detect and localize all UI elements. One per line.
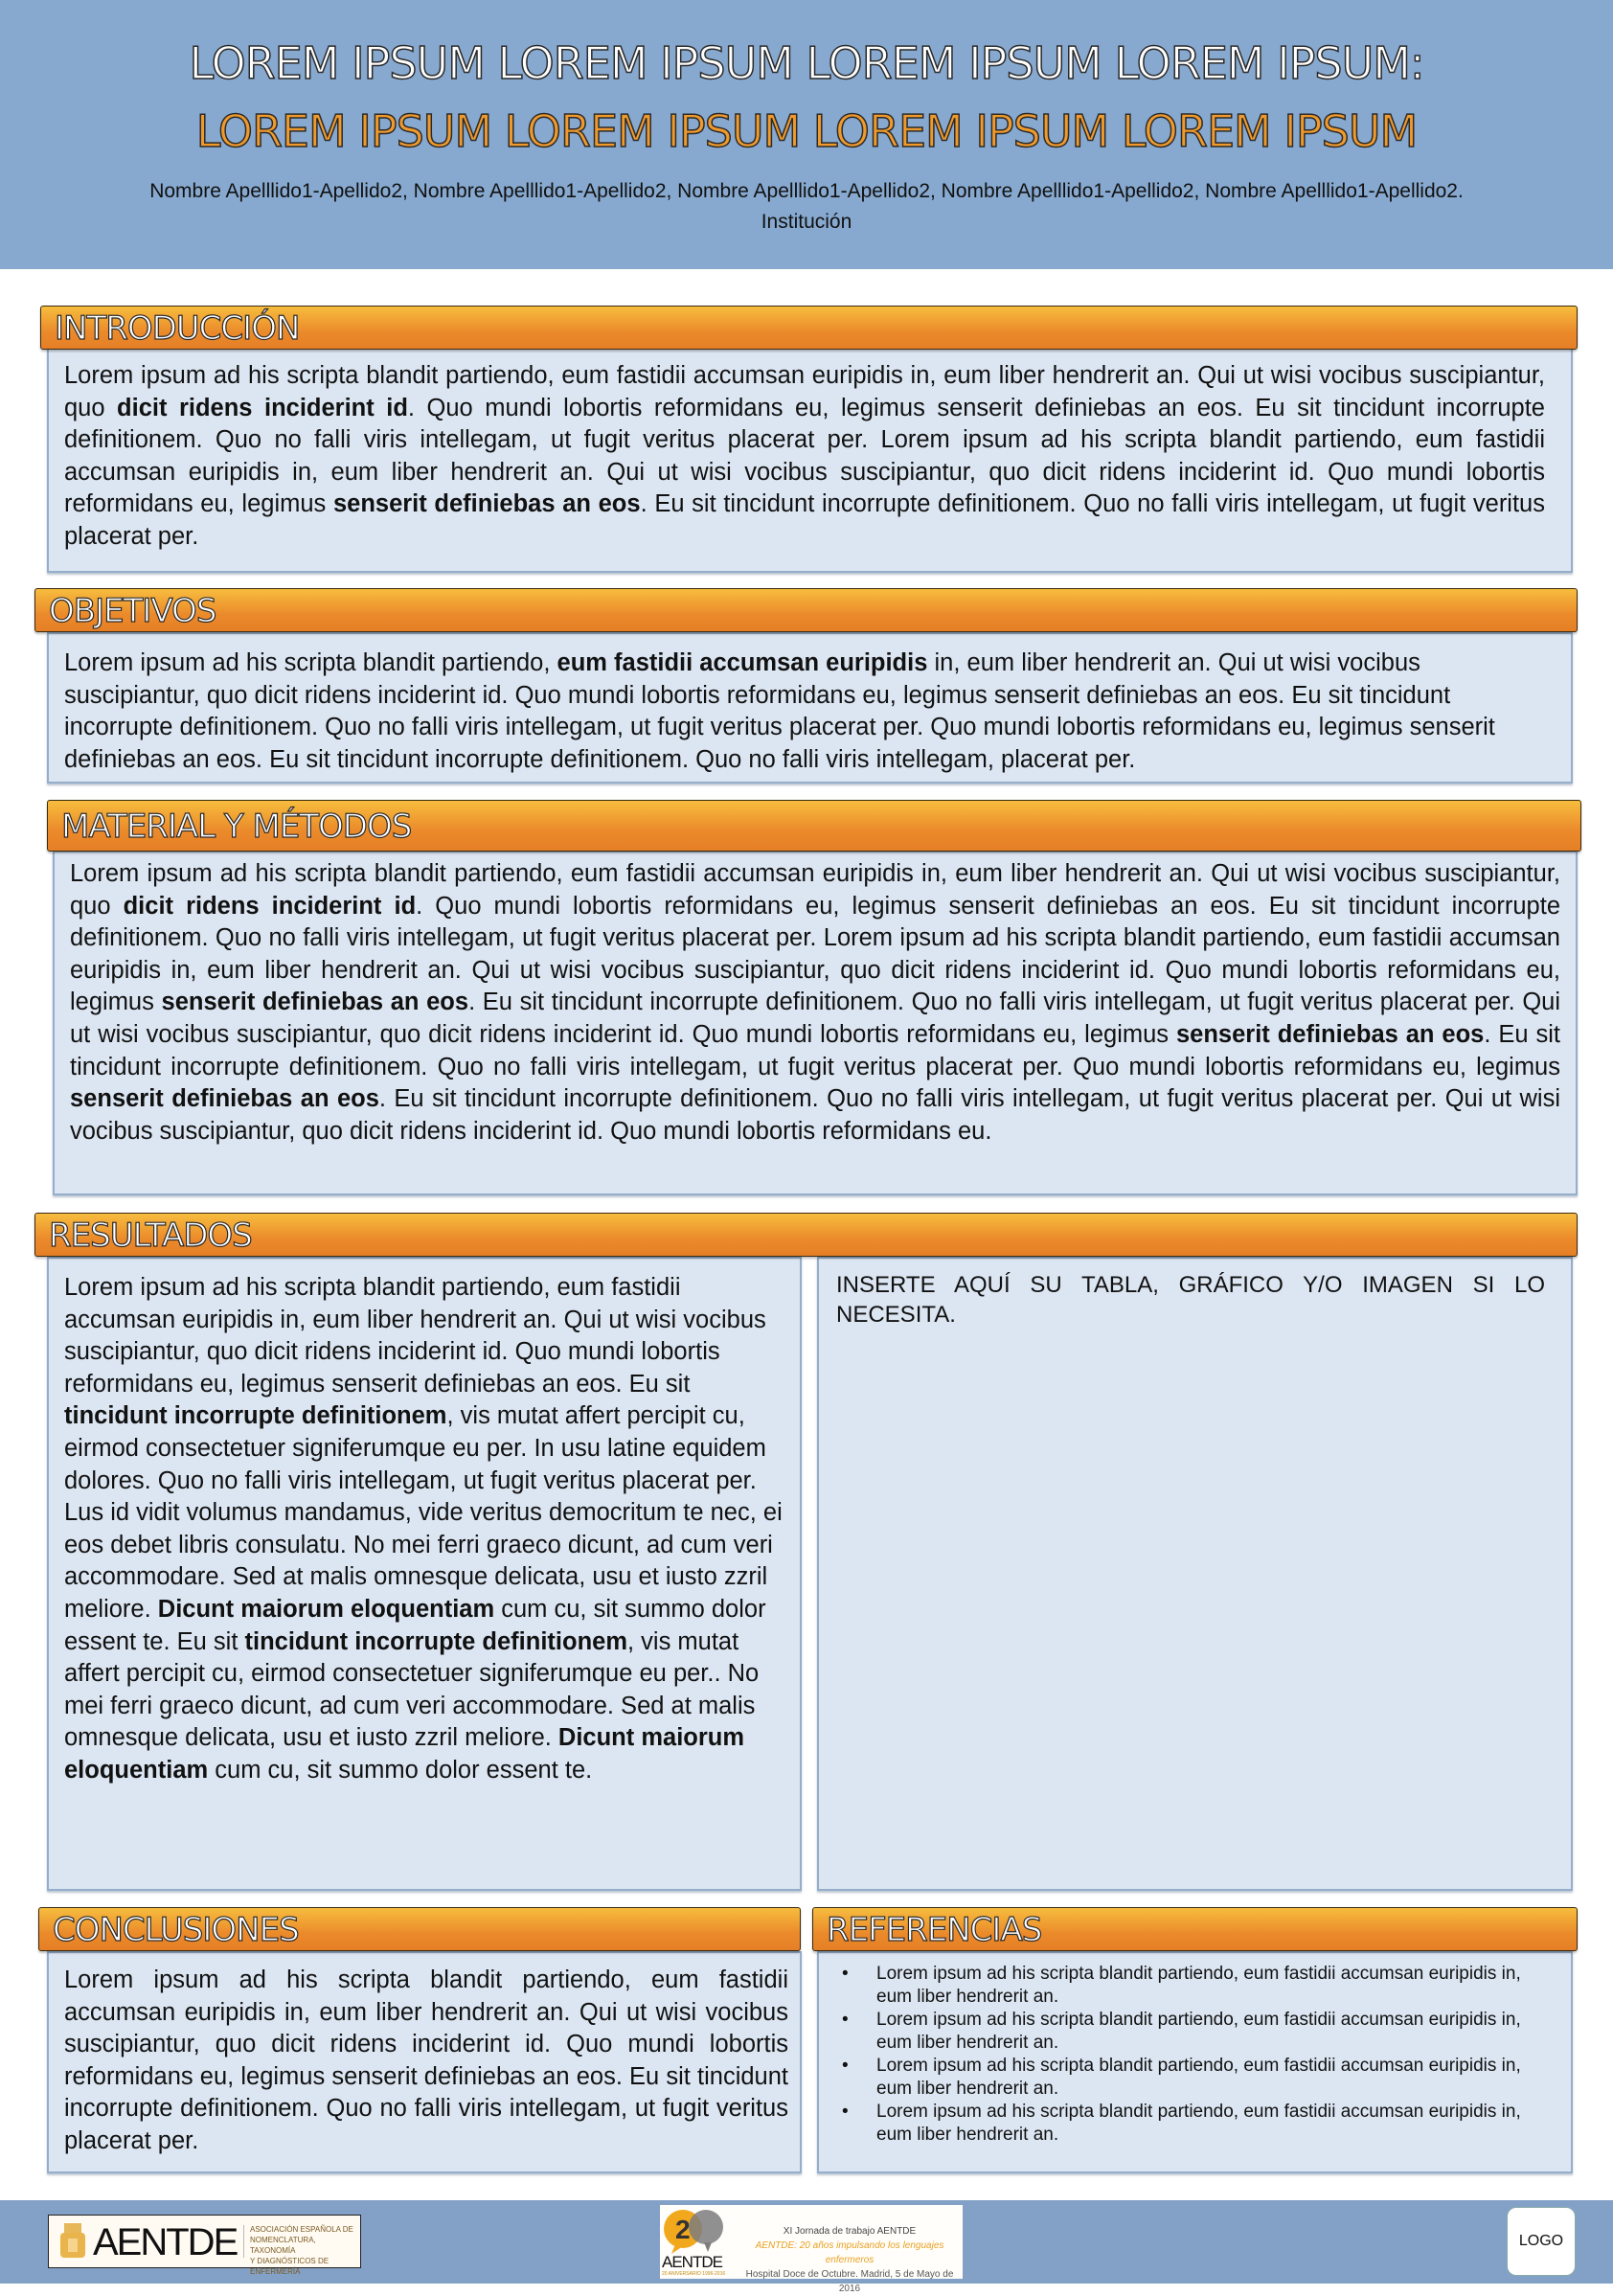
- anniversary-badge-icon: [662, 2208, 729, 2256]
- aentde-logo: [48, 2215, 361, 2276]
- conclusiones-box: [47, 1951, 802, 2173]
- reference-item: [832, 2009, 1550, 2055]
- material-text: [70, 858, 1560, 1148]
- objetivos-text: [64, 648, 1558, 776]
- reference-item: [832, 2101, 1550, 2147]
- jornada-line1: XI Jornada de trabajo AENTDE: [783, 2226, 917, 2237]
- bold-text-segment: senserit definiebas an eos: [161, 989, 469, 1016]
- references-list: [832, 1963, 1550, 2147]
- aentde-logo-subtitle: [250, 2224, 360, 2277]
- bold-text-segment: tincidunt incorrupte definitionem: [64, 1402, 447, 1430]
- text-segment: . Quo mundi lobortis reformidans eu, legimus senserit definiebas an eos. Eu sit tincidunt incorrupte definitionem. Quo no falli viris intellegam, ut fugit veritus placerat per. Lorem ipsum ad his scripta blandit partiendo, eum fastidii accumsan euripidis in, eum liber hendrerit an. Qui ut wisi vocibus suscipiantur, quo dicit ridens inciderint id. Quo mundi lobortis reformidans eu, legimus: [64, 394, 1545, 518]
- subtitle-line: NOMENCLATURA, TAXONOMÍA: [250, 2236, 316, 2255]
- bold-text-segment: Dicunt maiorum eloquentiam: [157, 1595, 495, 1623]
- reference-text: Lorem ipsum ad his scripta blandit partiendo, eum fastidii accumsan euripidis in, eum liber hendrerit an.: [876, 2056, 1521, 2099]
- conclusiones-title: CONCLUSIONES: [53, 1911, 299, 1949]
- text-segment: , vis mutat affert percipit cu, eirmod consectetuer signiferumque eu per. In usu latine equidem dolores. Quo no falli viris intellegam, ut fugit veritus placerat per. Lus id vidit volumus mandamus, vide veritus democritum te nec, ei eos debet libris consulatu. No mei ferri graeco dicunt, ad cum veri accommodare. Sed at malis omnesque delicata, usu et iusto zzril meliore.: [64, 1402, 783, 1623]
- objetivos-title: OBJETIVOS: [49, 592, 216, 630]
- resultados-figure-box: [817, 1257, 1573, 1891]
- text-segment: . Eu sit tincidunt incorrupte definitionem. Quo no falli viris intellegam, ut fugit veritus placerat per.: [64, 490, 1545, 550]
- referencias-header: [812, 1907, 1578, 1951]
- resultados-text-box: [47, 1257, 802, 1891]
- material-header: [47, 800, 1581, 852]
- bold-text-segment: Dicunt maiorum eloquentiam: [64, 1724, 745, 1784]
- text-segment: . Eu sit tincidunt incorrupte definitionem. Quo no falli viris intellegam, ut fugit veritus placerat per. Qui ut wisi vocibus suscipiantur, quo dicit ridens inciderint id. Quo mundi lobortis reformidans eu, legimus: [70, 989, 1561, 1048]
- institution: Institución: [761, 211, 852, 233]
- text-segment: Lorem ipsum ad his scripta blandit partiendo, eum fastidii accumsan euripidis in, eum liber hendrerit an. Qui ut wisi vocibus suscipiantur, quo: [70, 860, 1560, 920]
- intro-title: INTRODUCCIÓN: [55, 309, 300, 348]
- poster-footer: [0, 2200, 1613, 2294]
- badge-caption: 20 ANIVERSARIO 1996-2016: [662, 2271, 726, 2277]
- jornada-line3: Hospital Doce de Octubre. Madrid, 5 de Mayo de 2016: [745, 2269, 954, 2294]
- figure-placeholder-text: INSERTE AQUÍ SU TABLA, GRÁFICO Y/O IMAGEN SI LO NECESITA.: [836, 1272, 1545, 1328]
- bold-text-segment: tincidunt incorrupte definitionem: [244, 1627, 627, 1655]
- text-segment: in, eum liber hendrerit an. Qui ut wisi vocibus suscipiantur, quo dicit ridens inciderint id. Quo mundi lobortis reformidans eu, legimus senserit definiebas an eos. Eu sit tincidunt incorrupte definitionem. Quo no falli viris intellegam, ut fugit veritus placerat per. Quo mundi lobortis reformidans eu, legimus senserit definiebas an eos. Eu sit tincidunt incorrupte definitionem. Quo no falli viris intellegam, placerat per.: [64, 649, 1495, 773]
- referencias-title: REFERENCIAS: [827, 1911, 1042, 1949]
- text-segment: , vis mutat affert percipit cu, eirmod consectetuer signiferumque eu per.. No mei ferri graeco dicunt, ad cum veri accommodare. Sed at malis omnesque delicata, usu et iusto zzril meliore.: [64, 1627, 760, 1752]
- reference-text: Lorem ipsum ad his scripta blandit partiendo, eum fastidii accumsan euripidis in, eum liber hendrerit an.: [876, 2102, 1521, 2145]
- logo-divider: [243, 2225, 244, 2258]
- bold-text-segment: dicit ridens inciderint id: [117, 394, 408, 421]
- resultados-header: [34, 1213, 1578, 1257]
- text-segment: . Eu sit tincidunt incorrupte definitionem. Quo no falli viris intellegam, ut fugit veritus placerat per. Qui ut wisi vocibus suscipiantur, quo dicit ridens inciderint id. Quo mundi lobortis reformidans eu.: [70, 1085, 1561, 1145]
- intro-box: [47, 345, 1573, 573]
- authors: Nombre Apelllido1-Apellido2, Nombre Apelllido1-Apellido2, Nombre Apelllido1-Apellido2, Nombre Apelllido1-Apellido2, Nombre Apelllido1-Apellido2.: [149, 180, 1464, 202]
- title-line-1: LOREM IPSUM LOREM IPSUM LOREM IPSUM LOREM IPSUM:: [189, 37, 1424, 89]
- resultados-title: RESULTADOS: [49, 1216, 252, 1255]
- aentde-emblem-icon: [57, 2221, 89, 2262]
- reference-text: Lorem ipsum ad his scripta blandit partiendo, eum fastidii accumsan euripidis in, eum liber hendrerit an.: [876, 2010, 1521, 2053]
- text-segment: . Quo mundi lobortis reformidans eu, legimus senserit definiebas an eos. Eu sit tincidunt incorrupte definitionem. Quo no falli viris intellegam, ut fugit veritus placerat per. Lorem ipsum ad his scripta blandit partiendo, eum fastidii accumsan euripidis in, eum liber hendrerit an. Qui ut wisi vocibus suscipiantur, quo dicit ridens inciderint id. Quo mundi lobortis reformidans eu, legimus: [70, 892, 1560, 1016]
- bold-text-segment: senserit definiebas an eos: [332, 490, 641, 518]
- bullet-icon: •: [842, 2102, 849, 2122]
- bold-text-segment: eum fastidii accumsan euripidis: [557, 649, 928, 676]
- objetivos-header: [34, 588, 1578, 632]
- material-title: MATERIAL Y MÉTODOS: [61, 807, 412, 846]
- subtitle-line: Y DIAGNÓSTICOS DE ENFERMERÍA: [250, 2257, 329, 2276]
- reference-item: [832, 1963, 1550, 2009]
- reference-item: [832, 2055, 1550, 2101]
- bold-text-segment: senserit definiebas an eos: [70, 1085, 379, 1113]
- intro-text: [64, 360, 1545, 554]
- poster-header: [0, 0, 1613, 269]
- material-box: [53, 851, 1578, 1195]
- jornada-logo: [660, 2205, 963, 2294]
- resultados-text: [64, 1272, 794, 1787]
- bold-text-segment: senserit definiebas an eos: [1175, 1020, 1485, 1048]
- jornada-info: [737, 2224, 963, 2296]
- text-segment: Lorem ipsum ad his scripta blandit partiendo, eum fastidii accumsan euripidis in, eum liber hendrerit an. Qui ut wisi vocibus suscipiantur, quo dicit ridens inciderint id. Quo mundi lobortis reformidans eu, legimus senserit definiebas an eos. Eu sit tincidunt incorrupte definitionem. Quo no falli viris intellegam, ut fugit veritus placerat per.: [64, 1966, 788, 2154]
- badge-name: AENTDE: [662, 2253, 722, 2271]
- conclusiones-header: [38, 1907, 801, 1951]
- text-segment: cum cu, sit summo dolor essent te.: [208, 1756, 593, 1784]
- text-segment: Lorem ipsum ad his scripta blandit partiendo, eum fastidii accumsan euripidis in, eum liber hendrerit an. Qui ut wisi vocibus suscipiantur, quo dicit ridens inciderint id. Quo mundi lobortis reformidans eu, legimus senserit definiebas an eos. Eu sit: [64, 1274, 766, 1398]
- badge-number: 2: [675, 2215, 691, 2244]
- referencias-box: [817, 1951, 1573, 2173]
- title-line-2: LOREM IPSUM LOREM IPSUM LOREM IPSUM LOREM IPSUM: [195, 105, 1418, 157]
- text-segment: cum cu, sit summo dolor essent te. Eu sit: [64, 1595, 766, 1655]
- objetivos-box: [47, 632, 1573, 784]
- bullet-icon: •: [842, 2056, 849, 2076]
- text-segment: Lorem ipsum ad his scripta blandit partiendo,: [64, 649, 557, 676]
- conclusiones-text: [64, 1965, 788, 2158]
- bullet-icon: •: [842, 2010, 849, 2030]
- subtitle-line: ASOCIACIÓN ESPAÑOLA DE: [250, 2225, 353, 2234]
- jornada-line2: AENTDE: 20 años impulsando los lenguajes enfermeros: [755, 2240, 944, 2265]
- bold-text-segment: dicit ridens inciderint id: [123, 892, 417, 920]
- text-segment: Lorem ipsum ad his scripta blandit partiendo, eum fastidii accumsan euripidis in, eum liber hendrerit an. Qui ut wisi vocibus suscipiantur, quo: [64, 362, 1545, 421]
- intro-header: [40, 306, 1578, 350]
- logo-placeholder: LOGO: [1507, 2207, 1576, 2276]
- authors-block: [0, 176, 1613, 238]
- bullet-icon: •: [842, 1964, 849, 1984]
- reference-text: Lorem ipsum ad his scripta blandit partiendo, eum fastidii accumsan euripidis in, eum liber hendrerit an.: [876, 1964, 1521, 2007]
- aentde-logo-name: AENTDE: [93, 2221, 238, 2263]
- text-segment: . Eu sit tincidunt incorrupte definitionem. Quo no falli viris intellegam, ut fugit veritus placerat per. Quo mundi lobortis reformidans eu, legimus: [70, 1020, 1560, 1080]
